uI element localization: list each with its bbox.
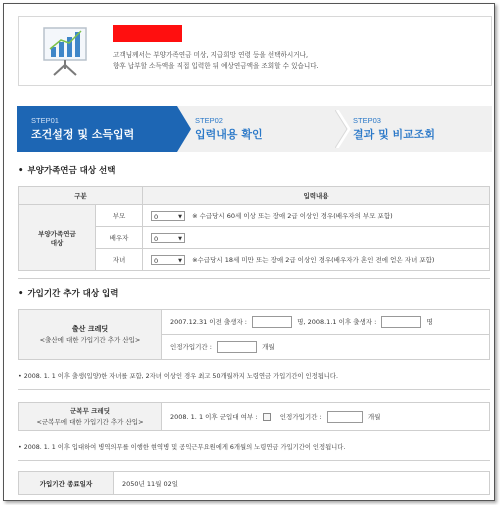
step-2 — [195, 106, 345, 152]
caret-down-icon: ▼ — [178, 235, 182, 242]
spouse-select[interactable]: 0 ▼ — [151, 233, 185, 243]
intro-text — [113, 50, 319, 72]
step-separator-icon — [335, 110, 355, 148]
birth-recognized-period-input[interactable] — [217, 341, 257, 353]
divider — [18, 278, 490, 279]
birth-credit-table — [18, 309, 490, 360]
step-3-name: 결과 및 비교조회 — [353, 128, 436, 141]
section-title-dependents: • 부양가족연금 대상 선택 — [18, 166, 116, 176]
end-date-label: 가입기간 종료일자 — [19, 472, 114, 495]
row-spouse — [143, 227, 490, 249]
military-service-checkbox[interactable] — [263, 413, 271, 421]
divider — [18, 389, 490, 390]
step-1-number: STEP01 — [31, 116, 59, 125]
military-credit-table — [18, 402, 490, 431]
children-select[interactable]: 0 ▼ — [151, 255, 185, 265]
intro-line-2: 향후 납부할 소득액을 직접 입력한 뒤 예상연금액을 조회할 수 있습니다. — [113, 62, 319, 70]
row-parents — [143, 205, 490, 227]
column-header-category: 구분 — [19, 187, 143, 205]
column-header-input: 입력내용 — [143, 187, 490, 205]
military-credit-note: • 2008. 1. 1 이후 입대하여 병역의무를 이행한 현역병 및 공익근무요원에게 6개월의 노령연금 가입기간이 인정됩니다. — [18, 444, 346, 451]
intro-box — [18, 16, 492, 86]
dependents-table — [18, 186, 490, 271]
military-credit-label: 군복무 크레딧 <군복무에 대한 가입기간 추가 산입> — [19, 403, 162, 431]
birth-credit-label: 출산 크레딧 <출산에 대한 가입기간 추가 산입> — [19, 310, 162, 360]
caret-down-icon: ▼ — [178, 257, 182, 264]
step-1-arrow — [177, 106, 191, 152]
row-head-dependents: 부양가족연금 대상 — [19, 205, 96, 271]
intro-line-1: 고객님께서는 부양가족연금 미상, 지급희망 연령 등을 선택하시거나, — [113, 51, 309, 59]
row-label-parents: 부모 — [96, 205, 143, 227]
step-2-number: STEP02 — [195, 116, 223, 125]
row-label-spouse: 배우자 — [96, 227, 143, 249]
military-row: 2008. 1. 1 이후 군입대 여부 : 인정가입기간 : 개월 — [162, 403, 490, 431]
children-note: ※수급당시 18세 미만 또는 장애 2급 이상인 경우(배우자가 혼인 전에 얻은 자녀 포함) — [192, 255, 435, 264]
birth-count-row: 2007.12.31 이전 출생자 : 명, 2008.1.1 이후 출생자 : 명 — [162, 310, 490, 335]
birth-recognized-row: 인정가입기간 : 개월 — [162, 335, 490, 360]
step-2-name: 입력내용 확인 — [195, 128, 263, 141]
bullet-icon: • — [18, 289, 24, 299]
section-title-period: • 가입기간 추가 대상 입력 — [18, 289, 119, 299]
military-recognized-period-input[interactable] — [327, 411, 363, 423]
step-1-name: 조건설정 및 소득입력 — [31, 128, 135, 141]
parents-select[interactable]: 0 ▼ — [151, 211, 185, 221]
end-date-table — [18, 471, 490, 495]
caret-down-icon: ▼ — [178, 213, 182, 220]
step-3 — [353, 106, 483, 152]
bullet-icon: • — [18, 166, 24, 176]
parents-note: ※ 수급당시 60세 이상 또는 장애 2급 이상인 경우(배우자의 부모 포함) — [192, 211, 393, 220]
presentation-chart-icon — [41, 25, 89, 77]
redacted-bar — [113, 25, 182, 42]
step-3-number: STEP03 — [353, 116, 381, 125]
page-frame — [3, 3, 495, 501]
birth-after-2008-input[interactable] — [381, 316, 421, 328]
row-label-children: 자녀 — [96, 249, 143, 271]
step-1 — [17, 106, 177, 152]
step-indicator — [17, 106, 492, 152]
divider — [18, 460, 490, 461]
birth-before-2008-input[interactable] — [252, 316, 292, 328]
birth-credit-note: • 2008. 1. 1 이후 출생(입양)한 자녀를 포함, 2자녀 이상인 경우 최고 50개월까지 노령연금 가입기간이 인정됩니다. — [18, 373, 338, 380]
row-children — [143, 249, 490, 271]
end-date-value: 2050년 11월 02일 — [114, 472, 490, 495]
